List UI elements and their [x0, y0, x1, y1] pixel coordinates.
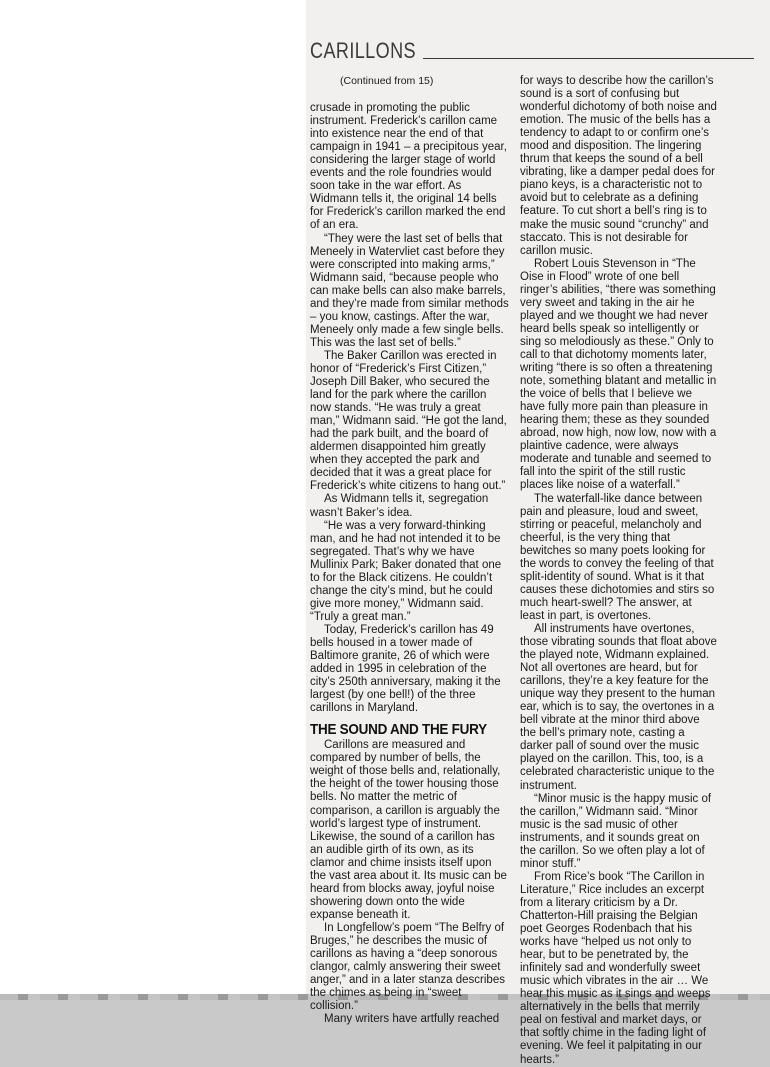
- paragraph: Carillons are measured and compared by number of bells, the weight of those bells and, relationally, the height of the tower housing those bells. No matter the metric of comparison, a carillon is arguably the world’s largest type of instrument. Likewise, the sound of a carillon has an audible girth of its own, as its clamor and chime insists itself upon the vast area about it. Its music can be heard from blocks away, joyful noise showering down onto the wide expanse beneath it.: [310, 739, 507, 921]
- paragraph: Today, Frederick’s carillon has 49 bells housed in a tower made of Baltimore granite, 26 of which were added in 1995 in celebration of the city’s 250th anniversary, making it the largest (by one bell!) of the three carillons in Maryland.: [310, 623, 501, 715]
- paragraph: Robert Louis Stevenson in “The Oise in Flood” wrote of one bell ringer’s abilities, “there was something very sweet and taking in the air he played and we thought we had never heard bells speak so intelligently or sing so melodiously as these.” Only to call to that dichotomy moments later, writing “there is so often a threatening note, something blatant and metallic in the voice of bells that I believe we have fully more pain than pleasure in hearing them; these as they sounded abroad, now high, now low, now with a plaintive cadence, were always moderate and tunable and seemed to fall into the spirit of the still rustic places like noise of a waterfall.”: [520, 257, 717, 492]
- paragraph: From Rice’s book “The Carillon in Literature,” Rice includes an excerpt from a literary criticism by a Dr. Chatterton-Hill praising the Belgian poet Georges Rodenbach that his works have “helped us not only to hear, but to be penetrated by, the infinitely sad and wonderfully sweet music which vibrates in the air … We hear this music as it sings and weeps alternatively in the bells that merrily peal on festival and market days, or that softly chime in the fading light of evening. We feel it palpitating in our hearts.”: [520, 870, 711, 1066]
- paragraph: “Minor music is the happy music of the carillon,” Widmann said. “Minor music is the sad music of other instruments, and it sounds great on the carillon. So we often play a lot of minor stuff.”: [520, 792, 712, 870]
- article-column-right: [520, 75, 718, 1067]
- paragraph: “They were the last set of bells that Meneely in Watervliet cast before they were conscripted into making arms,” Widmann said, “because people who can make bells can also make barrels, and they’re made from similar methods – you know, castings. After the war, Meneely only made a few single bells. This was the last set of bells.”: [310, 232, 509, 349]
- paragraph: All instruments have overtones, those vibrating sounds that float above the played note, Widmann explained. Not all overtones are heard, but for carillons, they’re a key feature for the unique way they present to the human ear, which is to say, the overtones in a bell vibrate at the minor third above the bell’s primary note, casting a darker pall of sound over the music played on the carillon. This, too, is a celebrated characteristic unique to the instrument.: [520, 622, 717, 792]
- paragraph: for ways to describe how the carillon’s sound is a sort of confusing but wonderful dichotomy of both noise and emotion. The music of the bells has a tendency to adapt to or confirm one’s mood and disposition. The lingering thrum that keeps the sound of a bell vibrating, like a damper pedal does for piano keys, is a characteristic not to avoid but to celebrate as a defining feature. To cut short a bell’s ring is to make the music sound “crunchy” and staccato. This is not desirable for carillon music.: [520, 75, 717, 257]
- blank-margin: [0, 0, 306, 1000]
- paragraph: The Baker Carillon was erected in honor of “Frederick’s First Citizen,” Joseph Dill Baker, who secured the land for the park where the carillon now stands. “He was truly a great man,” Widmann said. “He got the land, had the park built, and the board of aldermen disappointed him greatly when they accepted the park and decided that it was a great place for Frederick’s white citizens to hang out.”: [310, 349, 507, 493]
- paragraph: The waterfall-like dance between pain and pleasure, loud and sweet, stirring or peaceful, melancholy and cheerful, is the very thing that bewitches so many poets looking for the words to convey the feeling of that split-identity of sound. What is it that causes these dichotomies and stirs so much heart-swell? The answer, at least in part, is overtones.: [520, 492, 715, 622]
- paragraph: In Longfellow’s poem “The Belfry of Bruges,” he describes the music of carillons as having a “deep sonorous clangor, calmly answering their sweet anger,” and in a later stanza describes the chimes as being in “sweet collision.”: [310, 921, 505, 1013]
- paragraph: As Widmann tells it, segregation wasn’t Baker’s idea.: [310, 493, 489, 519]
- section-title: CARILLONS: [310, 38, 416, 63]
- paragraph: crusade in promoting the public instrument. Frederick’s carillon came into existence near the end of that campaign in 1941 – a precipitous year, considering the larger stage of world events and the role foundries would soon take in the war effort. As Widmann tells it, the original 14 bells for Frederick’s carillon marked the end of an era.: [310, 102, 507, 232]
- paragraph: Many writers have artfully reached: [324, 1013, 500, 1026]
- continued-note: (Continued from 15): [340, 75, 434, 87]
- paragraph: “He was a very forward-thinking man, and he had not intended it to be segregated. That’s why we have Mullinix Park; Baker donated that one to for the Black citizens. He couldn’t change the city’s mind, but he could give more money,” Widmann said. “Truly a great man.”: [310, 519, 502, 623]
- subheading: THE SOUND AND THE FURY: [310, 721, 487, 739]
- section-rule: [423, 58, 754, 59]
- article-column-left: [310, 75, 510, 1026]
- section-header: [310, 40, 754, 62]
